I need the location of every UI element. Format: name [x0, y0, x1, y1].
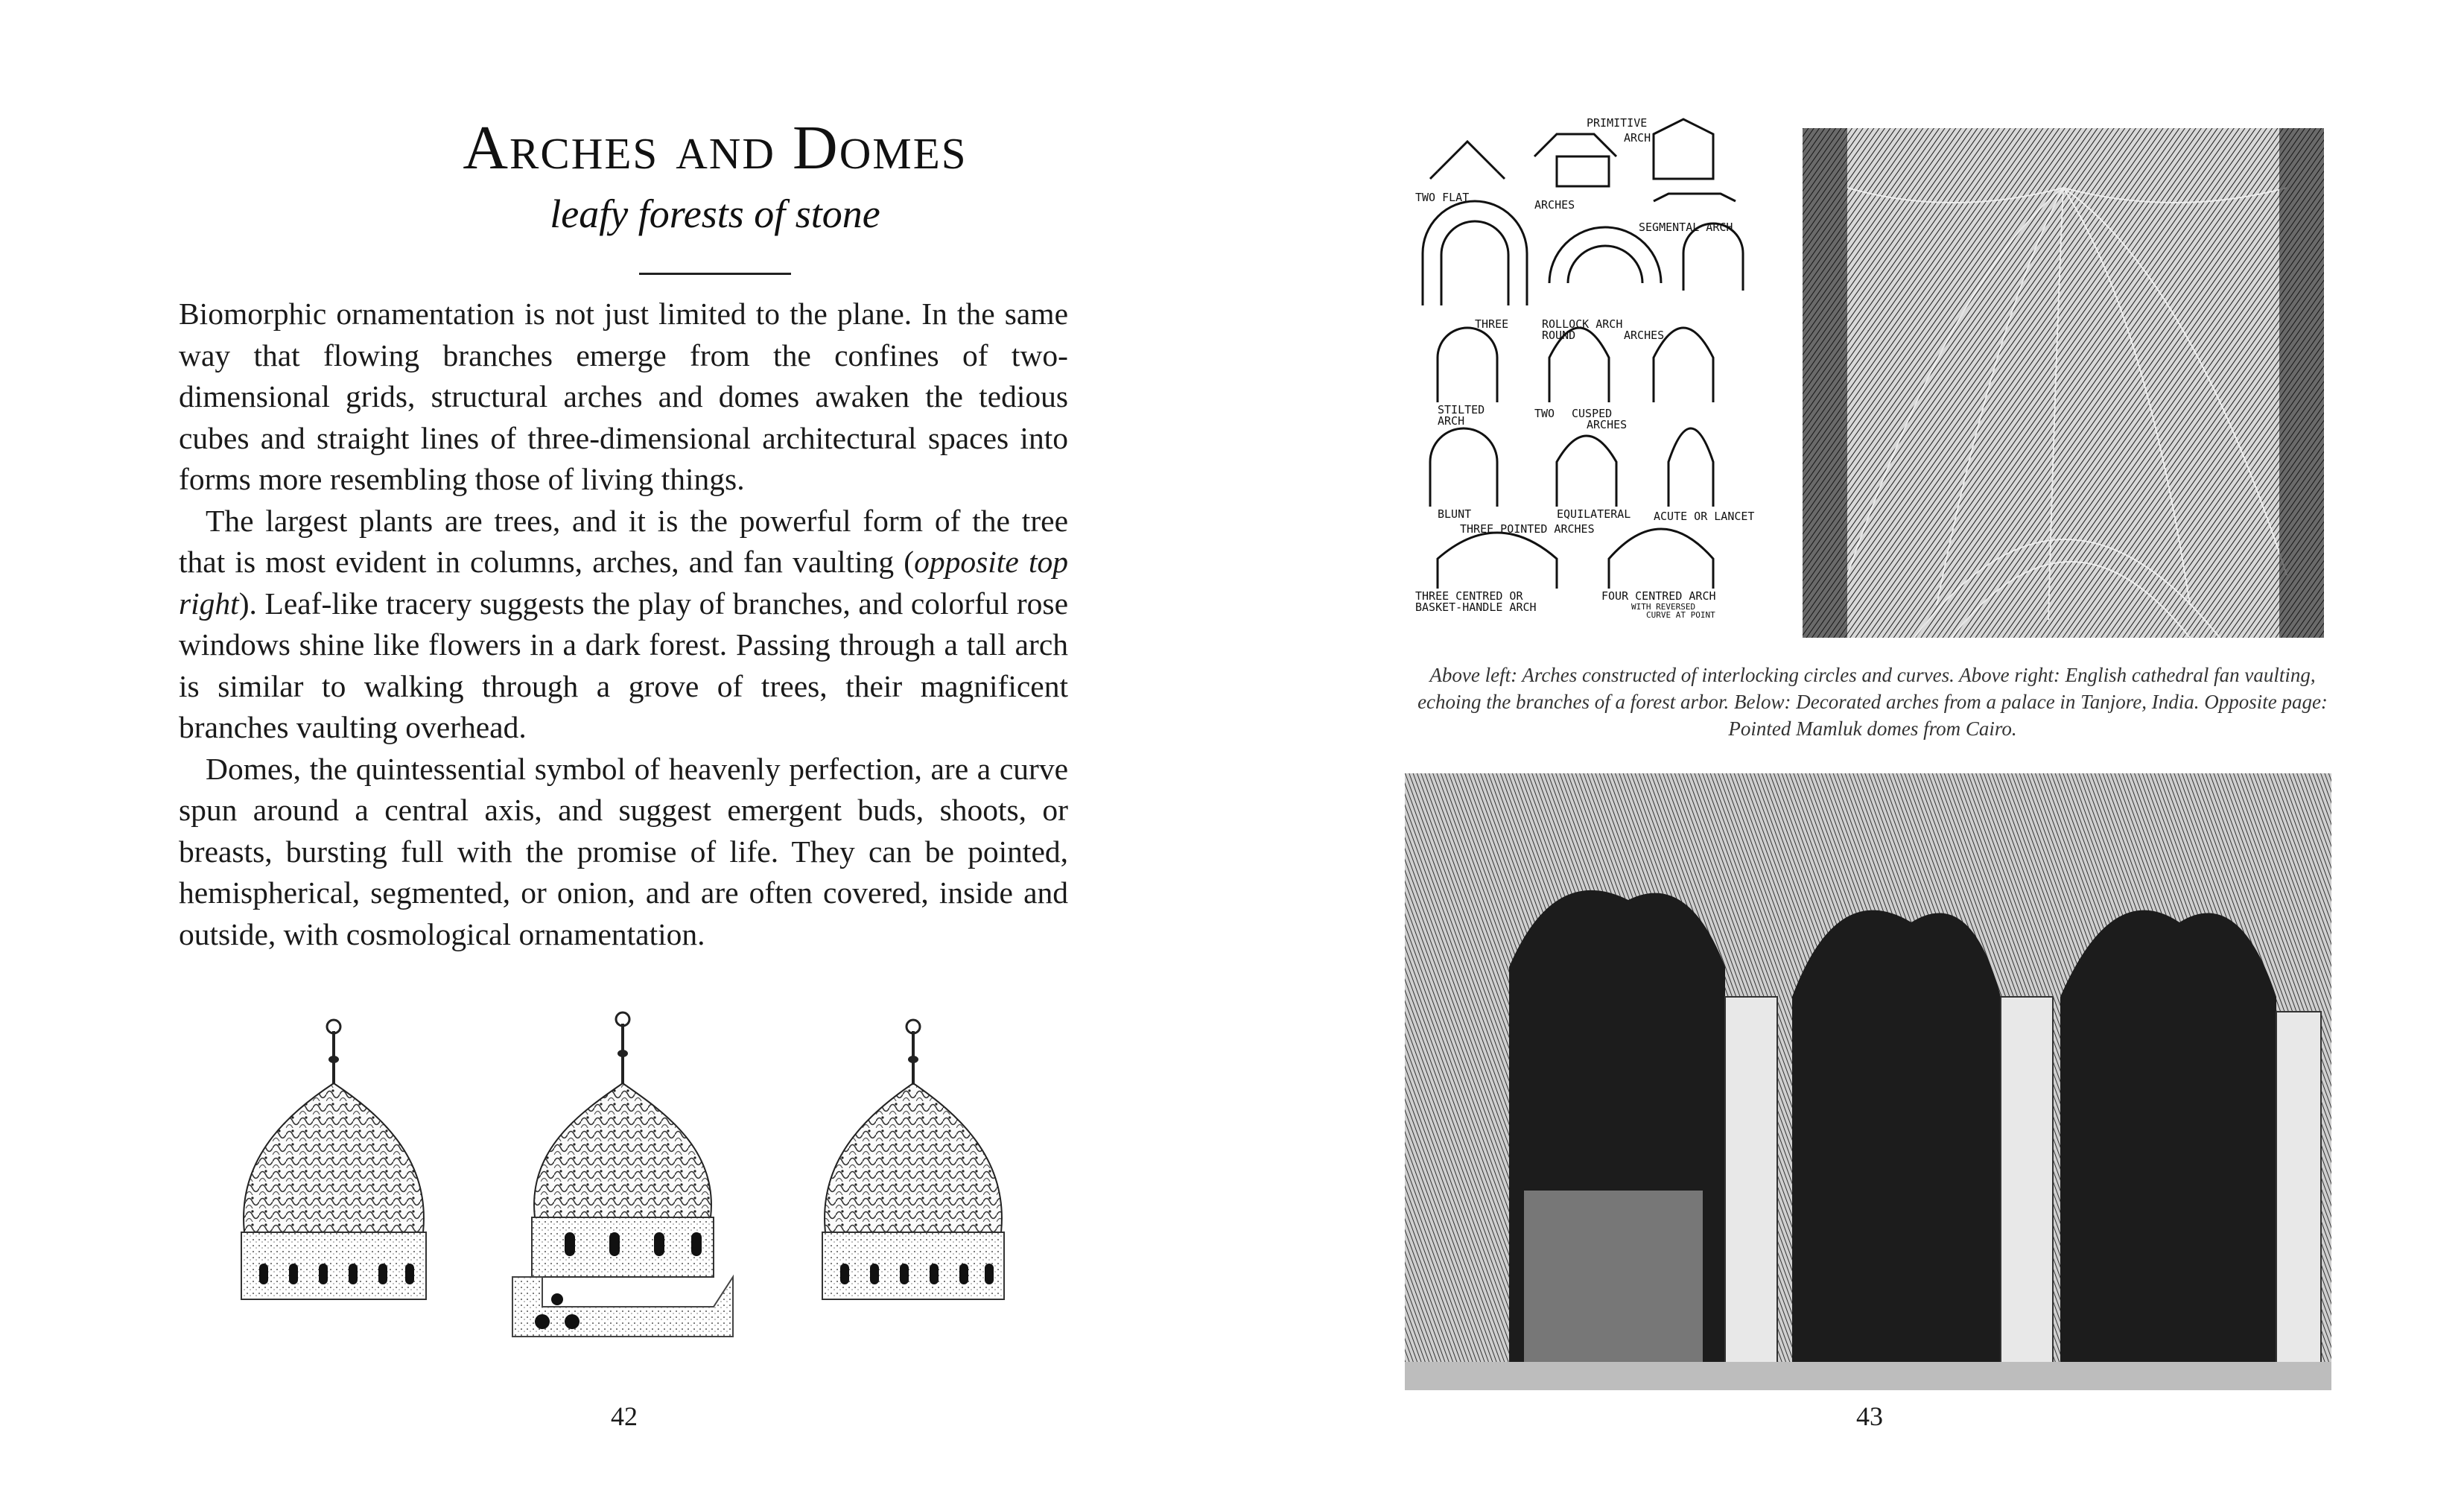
figure-caption: Above left: Arches constructed of interlocking circles and curves. Above right: English cathedral fan vaulting, echoing the branches of a forest arbor. Below: Decorated arches from a palace in Tanjore, India. Opposite page: Pointed Mamluk domes from Cairo. — [1417, 664, 2328, 740]
fan-vaulting-engraving — [1803, 128, 2324, 638]
svg-text:ARCHES: ARCHES — [1624, 329, 1665, 342]
svg-text:ACUTE OR LANCET: ACUTE OR LANCET — [1654, 510, 1755, 523]
arch-types-diagram — [1408, 112, 1765, 618]
dome-1 — [241, 1020, 426, 1299]
svg-text:WITH REVERSED: WITH REVERSED — [1631, 602, 1696, 612]
title-divider — [639, 273, 791, 275]
svg-text:STILTED: STILTED — [1438, 403, 1485, 416]
svg-text:ARCHES: ARCHES — [1534, 198, 1575, 212]
svg-text:ROUND: ROUND — [1542, 329, 1576, 342]
tanjore-palace-engraving — [1405, 773, 2331, 1390]
dome-3 — [822, 1020, 1004, 1299]
svg-text:THREE: THREE — [1475, 317, 1509, 331]
svg-text:BASKET-HANDLE ARCH: BASKET-HANDLE ARCH — [1415, 600, 1537, 614]
page-number: 42 — [611, 1401, 638, 1431]
svg-text:ARCH: ARCH — [1624, 131, 1651, 145]
svg-text:ARCH: ARCH — [1438, 414, 1465, 428]
svg-text:ROLLOCK ARCH: ROLLOCK ARCH — [1542, 317, 1623, 331]
dome-2 — [512, 1012, 733, 1337]
svg-text:CUSPED: CUSPED — [1572, 407, 1613, 420]
svg-text:SEGMENTAL ARCH: SEGMENTAL ARCH — [1639, 221, 1733, 234]
page-title: Arches and Domes — [463, 113, 968, 183]
page-subtitle: leafy forests of stone — [550, 191, 880, 236]
svg-text:THREE POINTED ARCHES: THREE POINTED ARCHES — [1460, 522, 1595, 536]
svg-text:FOUR CENTRED ARCH: FOUR CENTRED ARCH — [1601, 589, 1716, 603]
paragraph-3: Domes, the quintessential symbol of heavenly perfection, are a curve spun around a central axis, and suggest emergent buds, shoots, or breasts, bursting full with the promise of life. They can be pointed, hemispherical, segmented, or onion, and are often covered, inside and outside, with cosmological ornamentation. — [179, 751, 1068, 951]
paragraph-1: Biomorphic ornamentation is not just limited to the plane. In the same way that flowing branches emerge from the confines of two-dimensional grids, structural arches and domes awaken the tedious cubes and straight lines of three-dimensional architectural spaces into forms more resembling those of living things. — [179, 297, 1068, 496]
svg-text:PRIMITIVE: PRIMITIVE — [1587, 116, 1648, 130]
mamluk-domes-illustration — [192, 994, 1056, 1381]
body-text — [179, 294, 1068, 955]
svg-text:EQUILATERAL: EQUILATERAL — [1557, 507, 1631, 521]
svg-text:TWO FLAT: TWO FLAT — [1415, 191, 1470, 204]
page-number: 43 — [1856, 1401, 1883, 1431]
svg-text:BLUNT: BLUNT — [1438, 507, 1472, 521]
svg-text:ARCHES: ARCHES — [1587, 418, 1628, 431]
svg-text:CURVE AT POINT: CURVE AT POINT — [1646, 610, 1715, 618]
paragraph-2: The largest plants are trees, and it is the powerful form of the tree that is most evident in columns, arches, and fan vaulting (opposite top right). Leaf-like tracery suggests the play of branches, and colorful rose windows shine like flowers in a dark forest. Passing through a tall arch is similar to walking through a grove of trees, their magnificent branches vaulting overhead. — [179, 503, 1068, 744]
svg-text:THREE CENTRED OR: THREE CENTRED OR — [1415, 589, 1523, 603]
svg-text:TWO: TWO — [1534, 407, 1555, 420]
